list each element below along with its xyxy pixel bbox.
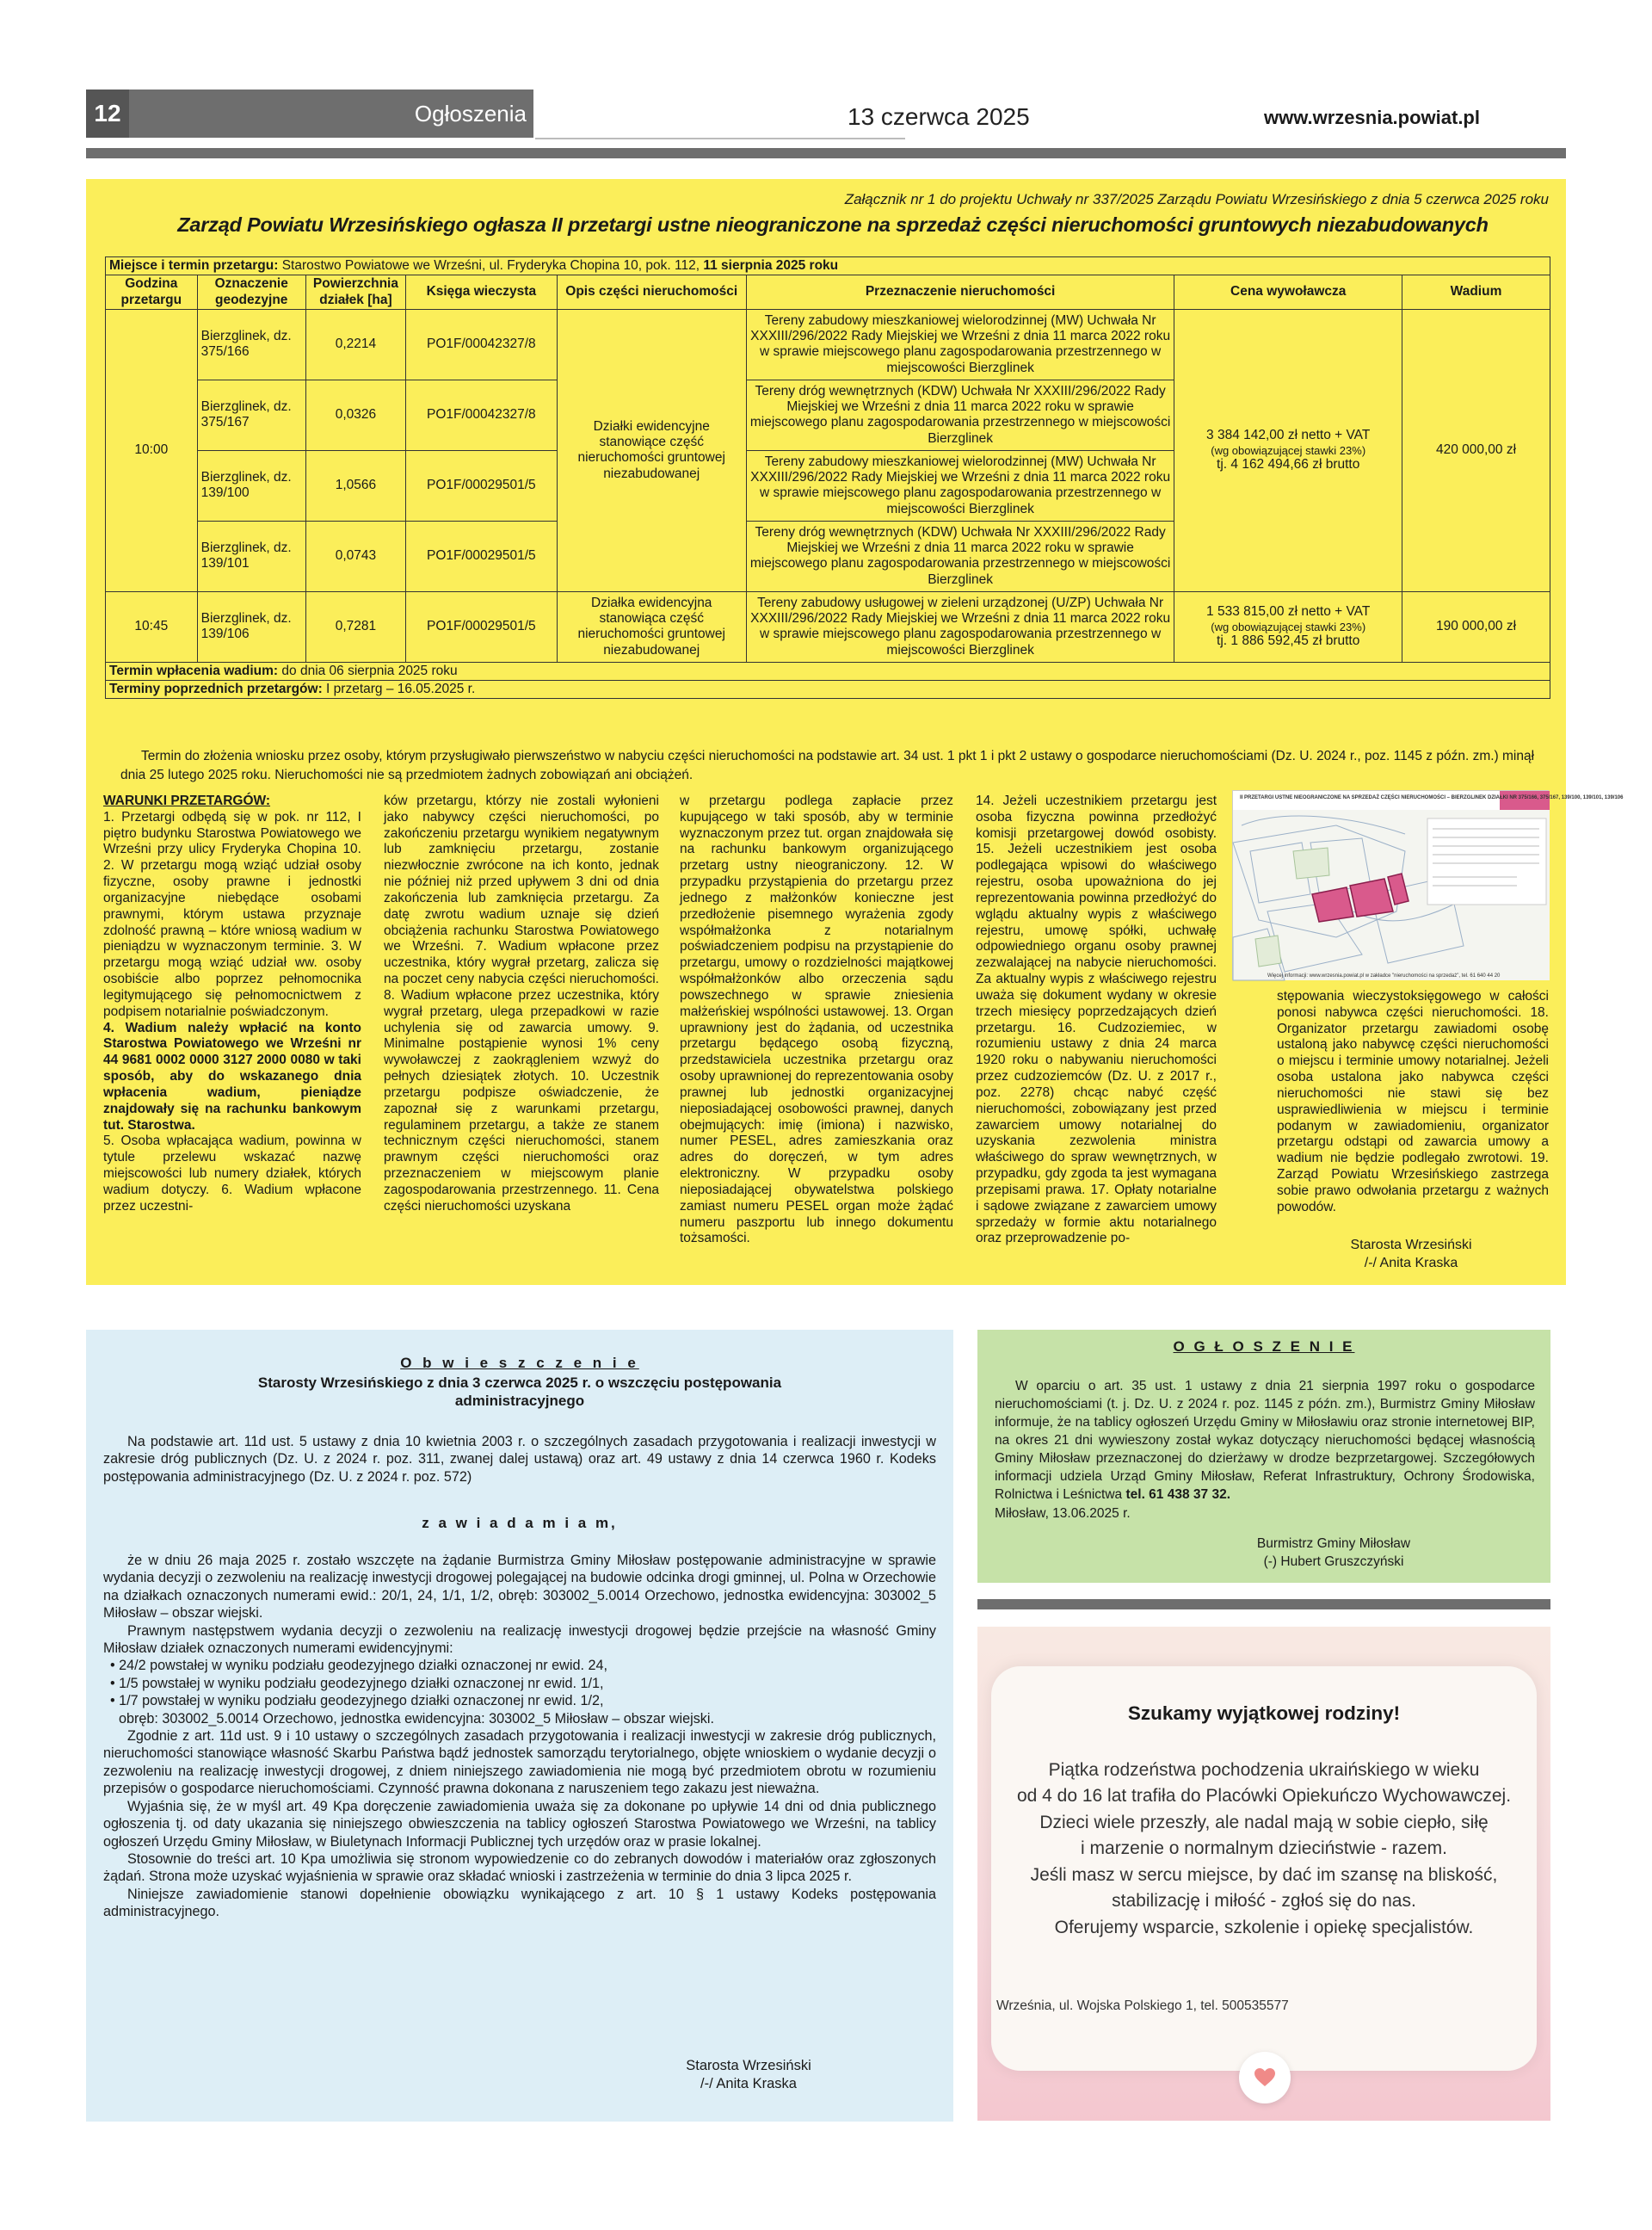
ad-title: Szukamy wyjątkowej rodziny! <box>1127 1702 1401 1724</box>
website-url[interactable]: www.wrzesnia.powiat.pl <box>1263 107 1480 128</box>
table-row <box>106 591 1550 662</box>
payment-value: do dnia 06 sierpnia 2025 roku <box>278 663 458 678</box>
legal-basis: Na podstawie art. 11d ust. 5 ustawy z dnia 10 kwietnia 2003 r. o szczególnych zasadach przygotowania i realizacji inwestycji w zakresie dróg publicznych (Dz. U. z 2024 r. poz. 311, zwanej dalej ustawą) oraz art. 49 ustawy z dnia 14 czerwca 1960 r. Kodeks postępowania administracyjnego (Dz. U. z 2024 r. poz. 572) <box>103 1434 936 1485</box>
signatory-title: Starosta Wrzesiński <box>1350 1238 1472 1252</box>
notice-title: O G Ł O S Z E N I E <box>1173 1338 1355 1355</box>
parcel-map <box>1232 790 1624 979</box>
price-vat-note: (wg obowiązującej stawki 23%) <box>1211 620 1366 633</box>
notice-signature <box>1205 1535 1463 1572</box>
conditions-text: stępowania wieczystoksięgowego w całości ponosi nabywca części nieruchomości. 18. Organizator przetargu zawiadomi osobę ustaloną jako nabywcę części nieruchomości o miejscu i terminie umowy notarialnej. Jeżeli osoba ustalona jako nabywca części nieruchomości nie stawi się bez usprawiedliwienia w miejscu i terminie podanym w zawiadomieniu, organizator przetargu odstąpi od zawarcia umowy a wadium nie będzie podlegało zwrotowi. 19. Zarząd Powiatu Wrzesińskiego zastrzega sobie prawo odwołania przetargu z ważnych powodów. <box>1277 989 1549 1214</box>
conditions-col-4 <box>976 794 1217 1247</box>
notice-phone: tel. 61 438 37 32. <box>1125 1487 1230 1503</box>
previous-label: Terminy poprzednich przetargów: <box>109 682 323 697</box>
table-row <box>106 257 1550 275</box>
parcel-area: 1,0566 <box>305 450 405 521</box>
ad-line: Dzieci wiele przeszły, ale nadal mają w sobie ciepło, siłę <box>1039 1812 1489 1832</box>
map-footer: Więcej informacji: www.wrzesnia.powiat.pl w zakładce "nieruchomości na sprzedaż", tel. 61 640 44 20 <box>1267 973 1501 979</box>
price-net: 1 533 815,00 zł netto + VAT <box>1206 604 1371 620</box>
header-divider <box>535 138 905 139</box>
notice-text: W oparciu o art. 35 ust. 1 ustawy z dnia 21 sierpnia 1997 roku o gospodarce nieruchomościami (t. j. Dz. U. z 2024 r. poz. 1145 z późn. zm.), Burmistrz Gminy Miłosław informuje, że na tablicy ogłoszeń Urzędu Gminy w Miłosławiu oraz stronie internetowej BIP, na okres 21 dni wywieszony został wykaz dotyczący nieruchomości będącej własnością Gminy Miłosław przeznaczonej do dzierżawy w drodze bezprzetargowej. Szczegółowych informacji udziela Urząd Gminy Miłosław, Referat Infrastruktury, Ochrony Środowiska, Rolnictwa i Leśnictwa <box>995 1379 1535 1503</box>
ad-line: od 4 do 16 lat trafiła do Placówki Opiekuńczo Wychowawczej. <box>1016 1786 1512 1807</box>
ad-line: Oferujemy wsparcie, szkolenie i opiekę specjalistów. <box>1054 1917 1474 1937</box>
deposit: 420 000,00 zł <box>1402 309 1550 591</box>
auction-place-cell <box>106 257 1550 275</box>
issue-date: 13 czerwca 2025 <box>848 103 1030 130</box>
auction-table <box>105 256 1550 699</box>
table-header-row <box>106 275 1550 310</box>
place-date: 11 sierpnia 2025 roku <box>703 258 839 273</box>
conditions-text: 5. Osoba wpłacająca wadium, powinna w tytule przelewu wskazać nazwę miejscowości lub numery działek, których wadium dotyczy. 6. Wadium wpłacone przez uczestni- <box>103 1134 361 1214</box>
land-register: PO1F/00029501/5 <box>406 521 558 591</box>
land-register: PO1F/00029501/5 <box>406 591 558 662</box>
announcement-paragraph: Stosownie do treści art. 10 Kpa umożliwia się stronom wypowiedzenie co do zebranych dowodów i materiałów oraz zgłoszonych żądań. Strona może uzyskać wyjaśnienia w sprawie oraz składać wnioski i zastrzeżenia w terminie do dnia 3 lipca 2025 r. <box>103 1850 936 1885</box>
col-header: Powierzchnia działek [ha] <box>305 275 405 310</box>
ad-line: stabilizację i miłość - zgłoś się do nas. <box>1112 1891 1416 1912</box>
ad-line: Piątka rodzeństwa pochodzenia ukraińskiego w wieku <box>1048 1760 1480 1780</box>
table-row <box>106 662 1550 680</box>
price-gross: tj. 4 162 494,66 zł brutto <box>1217 457 1360 472</box>
conditions-text: ków przetargu, którzy nie zostali wyłonieni jako nabywcy części nieruchomości, po zakończeniu przetargu wynikiem negatywnym lub zamknięciu przetargu, zostanie niezwłocznie zwrócone na ich konto, jednak nie później niż przed upływem 3 dni od dnia zakończenia lub zamknięcia przetargu. Za datę zwrotu wadium uznaje się dzień obciążenia rachunku Starostwa Powiatowego we Wrześni. 7. Wadium wpłacone przez uczestnika, który wygrał przetarg, zalicza się na poczet ceny nabycia części nieruchomości. 8. Wadium wpłacone przez uczestnika, który wygrał przetarg, ulega przepadkowi w razie uchylenia się od zawarcia umowy. 9. Minimalne postąpienie wynosi 1% ceny wywoławczej z zaokrągleniem wzwyż do pełnych dziesiątek złotych. 10. Uczestnik przetargu podpisze oświadczenie, że zapoznał się z warunkami przetargu, regulaminem przetargu, a także ze stanem technicznym części nieruchomości, stanem prawnym części nieruchomości oraz przeznaczeniem w miejscowym planie zagospodarowania przestrzennego. 11. Cena części nieruchomości uzyskana <box>384 794 659 1214</box>
conditions-text: 1. Przetargi odbędą się w pok. nr 112, I piętro budynku Starostwa Powiatowego we Wrześni przy ulicy Fryderyka Chopina 10. 2. W przetargu mogą wziąć udział osoby fizyczne, osoby prawne i jednostki organizacyjne niebędące osobami prawnymi, którym ustawa przyznaje zdolność prawną – które wniosą wadium w pieniądzu w wyznaczonym terminie. 3. W przetargu mogą wziąć udział ww. osoby osobiście albo poprzez pełnomocnika legitymującego się pełnomocnictwem z podpisem notarialnie poświadczonym. <box>103 809 361 1019</box>
announcement-paragraph: Niniejsze zawiadomienie stanowi dopełnienie obowiązku wynikającego z art. 10 § 1 ustawy Kodeks postępowania administracyjnego. <box>103 1886 936 1920</box>
notice-place-date: Miłosław, 13.06.2025 r. <box>995 1505 1131 1521</box>
announcement-subtitle: Starosty Wrzesińskiego z dnia 3 czerwca 2025 r. o wszczęciu postępowania administracyjnego <box>257 1374 782 1410</box>
place-label: Miejsce i termin przetargu: <box>109 258 279 273</box>
conditions-text: 14. Jeżeli uczestnikiem przetargu jest osoba fizyczna powinna przedłożyć komisji przetargowej dowód osobisty. 15. Jeżeli uczestnikiem jest osoba podlegająca wpisowi do właściwego rejestru, osoba upoważniona do jej reprezentowania powinna przedłożyć do wglądu aktualny wypis z właściwego rejestru, umowę spółki, uchwałę odpowiedniego organu osoby prawnej zezwalającej na nabycie nieruchomości. Za aktualny wypis z właściwego rejestru uważa się dokument wydany w okresie trzech miesięcy poprzedzających dzień przetargu. 16. Cudzoziemiec, w rozumieniu ustawy z dnia 24 marca 1920 roku o nabywaniu nieruchomości przez cudzoziemców (Dz. U. z 2017 r., poz. 2278) chcąc nabyć część nieruchomości, zobowiązany jest przed zawarciem umowy notarialnej do uzyskania zezwolenia ministra właściwego do spraw wewnętrznych, w przypadku, gdy zgoda ta jest wymagana przepisami prawa. 17. Opłaty notarialne i sądowe związane z zawarciem umowy sprzedaży w formie aktu notarialnego oraz przeprowadzenie po- <box>976 794 1217 1246</box>
ad-line: Jeśli masz w sercu miejsce, by dać im szansę na bliskość, <box>1030 1864 1498 1885</box>
table-row <box>106 309 1550 380</box>
price-vat-note: (wg obowiązującej stawki 23%) <box>1211 443 1366 457</box>
announcement-paragraph: że w dniu 26 maja 2025 r. zostało wszczęte na żądanie Burmistrza Gminy Miłosław postępowanie administracyjne w sprawie wydania decyzji o zezwoleniu na realizację inwestycji drogowej polegającej na budowie odcinka drogi gminnej, ul. Polna w Orzechowie na działkach oznaczonych numerami ewid.: 20/1, 24, 1/1, 1/2, obręb: 303002_5.0014 Orzechowo, jednostka ewidencyjna: 303002_5 Miłosław – obszar wiejski. <box>103 1553 936 1622</box>
col-header: Godzina przetargu <box>106 275 198 310</box>
list-item: obręb: 303002_5.0014 Orzechowo, jednostka ewidencyjna: 303002_5 Miłosław – obszar wiejski. <box>119 1710 714 1727</box>
conditions-col-2 <box>384 794 659 1215</box>
parcel-geo: Bierzglinek, dz. 139/100 <box>197 450 305 521</box>
parcel-geo: Bierzglinek, dz. 139/106 <box>197 591 305 662</box>
announcement-body <box>103 1552 936 1921</box>
section-title: Ogłoszenia <box>129 90 533 138</box>
land-register: PO1F/00042327/8 <box>406 380 558 450</box>
col-header: Oznaczenie geodezyjne <box>197 275 305 310</box>
signatory-name: (-) Hubert Gruszczyński <box>1263 1554 1404 1569</box>
signatory-title: Starosta Wrzesiński <box>686 2058 811 2073</box>
place-value: Starostwo Powiatowe we Wrześni, ul. Fryderyka Chopina 10, pok. 112, <box>278 258 704 273</box>
price-net: 3 384 142,00 zł netto + VAT <box>1206 428 1371 443</box>
auction-signature <box>1291 1237 1532 1273</box>
section-divider-bar <box>977 1599 1550 1609</box>
conditions-text: w przetargu podlega zapłacie przez kupującego w taki sposób, aby w terminie wyznaczonym przez tut. organ znajdowała się na rachunku bankowym organizującego przetarg ustny nieograniczony. 12. W przypadku przystąpienia do przetargu przez jednego z małżonków konieczne jest przedłożenie pisemnego wyrażenia zgody współmałżonka z notarialnym poświadczeniem podpisu na przystąpienie do przetargu, umowy o rozdzielności majątkowej współmałżonków albo orzeczenia sądu powszechnego w sprawie zniesienia małżeńskiej wspólności ustawowej. 13. Organ uprawniony jest do żądania, od uczestnika przetargu będącego osobą fizyczną, przedstawiciela uczestnika przetargu oraz osoby uprawnionej do reprezentowania osoby prawnej lub jednostki organizacyjnej nieposiadającej osobowości prawnej, danych obejmujących: imię (imiona) i nazwisko, numer PESEL, adres zamieszkania oraz adres do doręczeń, w tym adres elektroniczny. W przypadku osoby nieposiadającej obywatelstwa polskiego zamiast numeru PESEL organ może żądać numeru paszportu lub innego dokumentu tożsamości. <box>680 794 953 1246</box>
conditions-title: WARUNKI PRZETARGÓW: <box>103 794 271 808</box>
previous-auctions <box>106 681 1550 699</box>
col-header: Księga wieczysta <box>406 275 558 310</box>
parcel-list <box>103 1657 936 1727</box>
auction-time: 10:00 <box>106 309 198 591</box>
parcel-purpose: Tereny zabudowy usługowej w zieleni urządzonej (U/ZP) Uchwała Nr XXXIII/296/2022 Rady Miejskiej we Wrześni z dnia 11 marca 2022 roku w sprawie miejscowego planu zagospodarowania przestrzennego w miejscowości Bierzglinek <box>746 591 1174 662</box>
heart-icon <box>1254 2067 1276 2088</box>
parcel-purpose: Tereny dróg wewnętrznych (KDW) Uchwała Nr XXXIII/296/2022 Rady Miejskiej we Wrześni z dnia 11 marca 2022 roku w sprawie miejscowego planu zagospodarowania przestrzennego w miejscowości Bierzglinek <box>746 521 1174 591</box>
parcel-area: 0,7281 <box>305 591 405 662</box>
announcement-title: O b w i e s z c z e n i e <box>400 1355 639 1371</box>
announcement-paragraph: Prawnym następstwem wydania decyzji o zezwoleniu na realizację inwestycji drogowej będzie przejście na własność Gminy Miłosław działek oznaczonych numerami ewidencyjnymi: <box>103 1622 936 1657</box>
payment-label: Termin wpłacenia wadium: <box>109 663 279 678</box>
list-item: • 1/5 powstałej w wyniku podziału geodezyjnego działki oznaczonej nr ewid. 1/1, <box>110 1675 604 1691</box>
starting-price <box>1174 309 1402 591</box>
parcel-geo: Bierzglinek, dz. 139/101 <box>197 521 305 591</box>
deposit: 190 000,00 zł <box>1402 591 1550 662</box>
announcement-paragraph: Wyjaśnia się, że w myśl art. 49 Kpa doręczenie zawiadomienia uważa się za dokonane po upływie 14 dni od dnia publicznego ogłoszenia tj. od daty ukazania się niniejszego obwieszczenia na tablicy ogłoszeń Starostwa Powiatowego we Wrześni, na tablicy ogłoszeń Urzędu Gminy Miłosław, w Biuletynach Informacji Publicznej tych urzędów oraz w prasie lokalnej. <box>103 1798 936 1850</box>
conditions-col-3 <box>680 794 953 1247</box>
ad-line: i marzenie o normalnym dzieciństwie - razem. <box>1081 1838 1447 1859</box>
parcel-purpose: Tereny zabudowy mieszkaniowej wielorodzinnej (MW) Uchwała Nr XXXIII/296/2022 Rady Miejskiej we Wrześni z dnia 11 marca 2022 roku w sprawie miejscowego planu zagospodarowania przestrzennego w miejscowości Bierzglinek <box>746 450 1174 521</box>
ad-body <box>998 1757 1530 1941</box>
header-bar <box>86 148 1566 158</box>
signatory-name: /-/ Anita Kraska <box>1364 1255 1458 1270</box>
notice-body <box>995 1377 1535 1523</box>
announcement-signature <box>602 2057 895 2094</box>
announcement-paragraph: Zgodnie z art. 11d ust. 9 i 10 ustawy o szczególnych zasadach przygotowania i realizacji inwestycji w zakresie dróg publicznych, nieruchomości stanowiące własność Skarbu Państwa bądź jednostek samorządu terytorialnego, objęte wnioskiem o wydanie decyzji o zezwoleniu na realizację inwestycji drogowej, z dniem niniejszego zawiadomienia nie mogą być przedmiotem obrotu w rozumieniu przepisów o gospodarce nieruchomościami. Czynność prawna dokonana z naruszeniem tego zakazu jest nieważna. <box>103 1728 936 1797</box>
land-register: PO1F/00042327/8 <box>406 309 558 380</box>
col-header: Przeznaczenie nieruchomości <box>746 275 1174 310</box>
parcel-description: Działka ewidencyjna stanowiąca część nieruchomości gruntowej niezabudowanej <box>557 591 746 662</box>
parcel-area: 0,2214 <box>305 309 405 380</box>
parcel-description: Działki ewidencyjne stanowiące część nieruchomości gruntowej niezabudowanej <box>557 309 746 591</box>
ad-contact: Września, ul. Wojska Polskiego 1, tel. 500535577 <box>996 1998 1289 2013</box>
price-gross: tj. 1 886 592,45 zł brutto <box>1217 633 1360 648</box>
table-row <box>106 681 1550 699</box>
auction-time: 10:45 <box>106 591 198 662</box>
priority-deadline-note: Termin do złożenia wniosku przez osoby, którym przysługiwało pierwszeństwo w nabyciu części nieruchomości na podstawie art. 34 ust. 1 pkt 1 i pkt 2 ustawy o gospodarce nieruchomościami (Dz. U. 2024 r., poz. 1145 z późn. zm.) minął dnia 25 lutego 2025 roku. Nieruchomości nie są przedmiotem żadnych zobowiązań ani obciążeń. <box>120 749 1535 783</box>
map-title-line: II PRZETARGI USTNE NIEOGRANICZONE NA SPRZEDAŻ CZĘŚCI NIERUCHOMOŚCI – BIERZGLINEK DZIAŁKI NR 375/166, 375/167, 139/100, 139/101, 139/106 <box>1240 795 1624 800</box>
signatory-name: /-/ Anita Kraska <box>700 2076 797 2092</box>
parcel-purpose: Tereny dróg wewnętrznych (KDW) Uchwała Nr XXXIII/296/2022 Rady Miejskiej we Wrześni z dnia 11 marca 2022 roku w sprawie miejscowego planu zagospodarowania przestrzennego w miejscowości Bierzglinek <box>746 380 1174 450</box>
notify-heading: z a w i a d a m i a m, <box>422 1515 618 1531</box>
map-graphic <box>1233 791 1624 980</box>
payment-deadline <box>106 662 1550 680</box>
auction-headline: Zarząd Powiatu Wrzesińskiego ogłasza II przetargi ustne nieograniczone na sprzedaż części nieruchomości gruntowych niezabudowanych <box>177 213 1489 236</box>
land-register: PO1F/00029501/5 <box>406 450 558 521</box>
conditions-col-1 <box>103 794 361 1215</box>
heart-button <box>1239 2052 1291 2103</box>
annex-reference: Załącznik nr 1 do projektu Uchwały nr 337/2025 Zarządu Powiatu Wrzesińskiego z dnia 5 czerwca 2025 roku <box>844 191 1549 207</box>
col-header: Wadium <box>1402 275 1550 310</box>
list-item: • 24/2 powstałej w wyniku podziału geodezyjnego działki oznaczonej nr ewid. 24, <box>110 1658 607 1674</box>
col-header: Opis części nieruchomości <box>557 275 746 310</box>
conditions-col-5 <box>1277 989 1549 1216</box>
col-header: Cena wywoławcza <box>1174 275 1402 310</box>
parcel-geo: Bierzglinek, dz. 375/166 <box>197 309 305 380</box>
parcel-area: 0,0743 <box>305 521 405 591</box>
signatory-title: Burmistrz Gminy Miłosław <box>1256 1536 1411 1551</box>
page-number: 12 <box>86 90 129 138</box>
list-item: • 1/7 powstałej w wyniku podziału geodezyjnego działki oznaczonej nr ewid. 1/2, <box>110 1693 604 1709</box>
parcel-area: 0,0326 <box>305 380 405 450</box>
parcel-geo: Bierzglinek, dz. 375/167 <box>197 380 305 450</box>
previous-value: I przetarg – 16.05.2025 r. <box>322 682 476 697</box>
parcel-purpose: Tereny zabudowy mieszkaniowej wielorodzinnej (MW) Uchwała Nr XXXIII/296/2022 Rady Miejskiej we Wrześni z dnia 11 marca 2022 roku w sprawie miejscowego planu zagospodarowania przestrzennego w miejscowości Bierzglinek <box>746 309 1174 380</box>
starting-price <box>1174 591 1402 662</box>
bank-account-condition: 4. Wadium należy wpłacić na konto Starostwa Powiatowego we Wrześni nr 44 9681 0002 0000 3127 2000 0080 w taki sposób, aby do wskazanego dnia wpłacenia wadium, pieniądze znajdowały się na rachunku bankowym tut. Starostwa. <box>103 1020 361 1133</box>
